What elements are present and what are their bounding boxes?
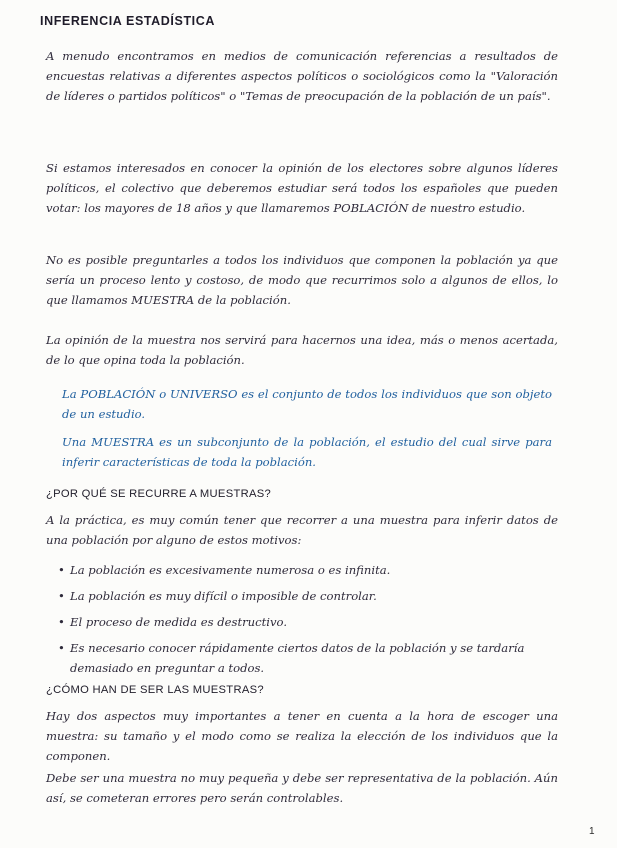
reason-item: • Es necesario conocer rápidamente ciertos datos de la población y se tardaría demasiado en preguntar a todos. — [58, 638, 540, 678]
paragraph-voters: Si estamos interesados en conocer la opinión de los electores sobre algunos líderes políticos, el colectivo que deberemos estudiar será todos los españoles que pueden votar: los mayores de 18 años y que llamaremos POBLACIÓN de nuestro estudio. — [46, 161, 558, 215]
heading-how-samples: ¿CÓMO HAN DE SER LAS MUESTRAS? — [46, 684, 264, 696]
reason-item: • La población es excesivamente numerosa o es infinita. — [58, 560, 540, 580]
page-number: 1 — [589, 826, 595, 837]
paragraph-intro: A menudo encontramos en medios de comunicación referencias a resultados de encuestas relativas a diferentes aspectos políticos o sociológicos como la "Valoración de líderes o partidos políticos" o "Temas de preocupación de la población de un país". — [46, 49, 558, 103]
definition-sample: Una MUESTRA es un subconjunto de la población, el estudio del cual sirve para inferir características de toda la población. — [62, 435, 552, 469]
paragraph-practice: A la práctica, es muy común tener que recorrer a una muestra para inferir datos de una población por alguno de estos motivos: — [46, 513, 558, 547]
reasons-list — [58, 560, 540, 684]
page-title: INFERENCIA ESTADÍSTICA — [40, 14, 216, 28]
heading-why-samples: ¿POR QUÉ SE RECURRE A MUESTRAS? — [46, 488, 272, 500]
paragraph-aspects: Hay dos aspectos muy importantes a tener en cuenta a la hora de escoger una muestra: su tamaño y el modo como se realiza la elección de los individuos que la componen. — [46, 709, 558, 763]
paragraph-final: Debe ser una muestra no muy pequeña y debe ser representativa de la población. Aún así, se cometeran errores pero serán controlables. — [46, 771, 558, 805]
paragraph-opinion: La opinión de la muestra nos servirá para hacernos una idea, más o menos acertada, de lo que opina toda la población. — [46, 333, 558, 367]
definition-population: La POBLACIÓN o UNIVERSO es el conjunto de todos los individuos que son objeto de un estudio. — [62, 387, 552, 421]
reason-item: • El proceso de medida es destructivo. — [58, 612, 540, 632]
paragraph-sample: No es posible preguntarles a todos los individuos que componen la población ya que sería un proceso lento y costoso, de modo que recurrimos solo a algunos de ellos, lo que llamamos MUESTRA de la población. — [46, 253, 558, 307]
reason-item: • La población es muy difícil o imposible de controlar. — [58, 586, 540, 606]
